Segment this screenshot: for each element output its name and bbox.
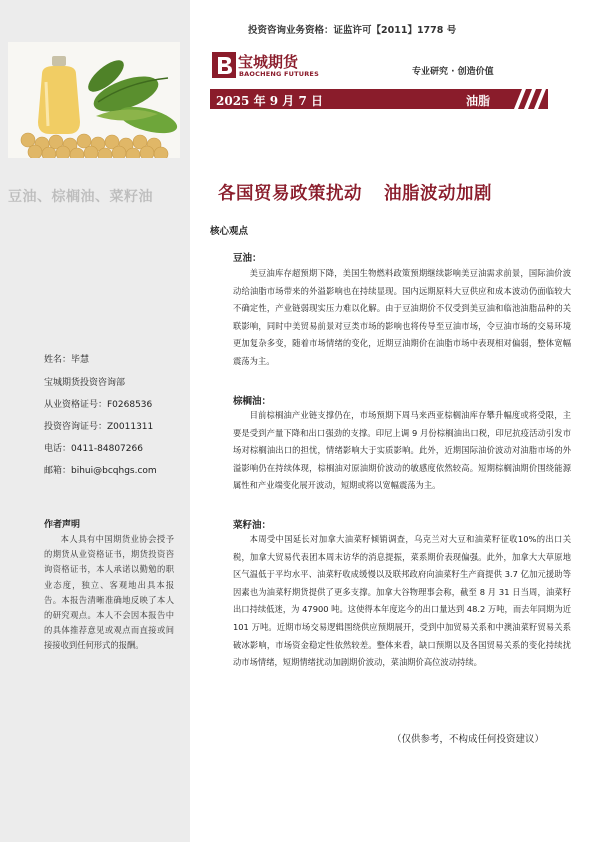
rapeseed-oil-title: 菜籽油： — [233, 520, 272, 531]
slogan: 专业研究 · 创造价值 — [412, 67, 494, 77]
analyst-email[interactable]: 邮箱：bihui@bcqhgs.com — [44, 466, 157, 476]
author-statement: 本人具有中国期货业协会授予的期货从业资格证书，期货投资咨询资格证书，本人承诺以勤勉的职业态度，独立、客观地出具本报告。本报告清晰准确地反映了本人的研究观点。本人不会因本报告中的具体推荐意见或观点而直接或间接接收到任何形式的报酬。 — [44, 534, 174, 651]
logo-english: BAOCHENG FUTURES — [239, 70, 319, 78]
section-title: 核心观点 — [210, 226, 249, 237]
logo-chinese: 宝城期货 — [238, 53, 299, 71]
headline-part-2: 油脂波动加剧 — [384, 184, 492, 204]
report-category: 油脂 — [466, 94, 491, 108]
headline-part-1: 各国贸易政策扰动 — [218, 184, 362, 204]
stripe-decoration-icon — [508, 89, 548, 109]
date-bar — [210, 89, 548, 109]
consulting-license: 投资咨询证号：Z0011311 — [44, 422, 154, 432]
author-statement-title: 作者声明 — [44, 520, 81, 530]
analyst-name: 姓名：毕慧 — [44, 355, 90, 365]
soybean-oil-photo — [8, 42, 180, 158]
report-date: 2025 年 9 月 7 日 — [216, 94, 323, 108]
analyst-department: 宝城期货投资咨询部 — [44, 378, 126, 388]
product-categories: 豆油、棕榈油、菜籽油 — [8, 189, 153, 205]
palm-oil-text: 目前棕榈油产业链支撑仍在，市场预期下周马来西亚棕榈油库存攀升幅度或将受限，主要是受到产量下降和出口强劲的支撑。印尼上调 9 月份棕榈油出口税，印尼抗疫活动引发市场对棕榈油出口的担忧，情绪影响大于实质影响。此外，近期国际油价波动对油脂市场的外溢影响仍在持续体现，棕榈油对原油期价波动的敏感度依然较高。短期棕榈油期价围绕能源属性和产业端变化展开波动，短期或将以宽幅震荡为主。 — [233, 410, 571, 491]
logo-mark-icon — [212, 52, 236, 78]
license-line: 投资咨询业务资格：证监许可【2011】1778 号 — [248, 25, 457, 36]
palm-oil-title: 棕榈油： — [233, 396, 272, 407]
disclaimer: （仅供参考，不构成任何投资建议） — [392, 734, 545, 745]
soybean-oil-title: 豆油： — [233, 253, 262, 264]
practice-license: 从业资格证号：F0268536 — [44, 400, 153, 410]
sidebar — [0, 0, 190, 842]
rapeseed-oil-text: 本周受中国延长对加拿大油菜籽倾销调查，乌克兰对大豆和油菜籽征收10%的出口关税，加拿大贸易代表团本周末访华的消息提振，菜系期价表现偏强。此外，加拿大大草原地区气温低于平均水平、油菜籽收成缓慢以及联邦政府向油菜籽生产商提供 3.7 亿加元援助等因素也为油菜籽期货提供了更多支撑。加拿大谷物理事会称，截至 8 月 31 日当周，油菜籽出口持续低迷，为 47900 吨。这使得本年度迄今的出口量达到 48.2 万吨，而去年同期为近 101 万吨。近期市场交易逻辑围绕供应预期展开，受到中加贸易关系和中澳油菜籽贸易关系破冰影响，市场资金稳定性依然较差。整体来看，缺口预期以及各国贸易关系的变化持续扰动市场情绪，短期情绪扰动加剧期价波动，菜油期价高位波动持续。 — [233, 534, 571, 668]
report-headline — [218, 180, 492, 205]
soybean-oil-text: 美豆油库存超预期下降，美国生物燃料政策预期继续影响美豆油需求前景，国际油价波动给油脂市场带来的外溢影响也在持续显现。国内远期原料大豆供应和成本波动仍面临较大不确定性，产业链弱现实压力难以化解。由于豆油期价不仅受到美豆油和临池油脂品种的关联影响，同时中美贸易前景对豆类市场的影响也将传导至豆油市场，令豆油市场的交易环境更加复杂多变，随着市场情绪的变化，近期豆油期价在油脂市场中表现相对偏弱，整体宽幅震荡为主。 — [233, 268, 571, 366]
analyst-phone: 电话：0411-84807266 — [44, 444, 143, 454]
